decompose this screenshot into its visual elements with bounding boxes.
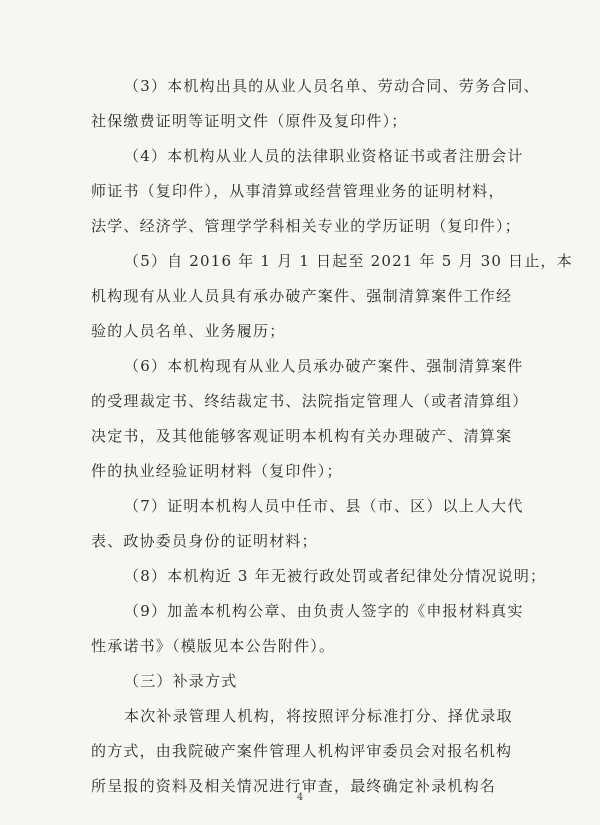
paragraph-9-line-1: （9）加盖本机构公章、由负责人签字的《申报材料真实 [124, 602, 524, 620]
body-paragraph-line-1: 本次补录管理人机构，将按照评分标准打分、择优录取 [124, 707, 513, 725]
paragraph-8-line-1: （8）本机构近 3 年无被行政处罚或者纪律处分情况说明； [124, 567, 547, 585]
section-heading: （三）补录方式 [124, 672, 238, 690]
paragraph-9-line-2: 性承诺书》（模版见本公告附件）。 [91, 637, 336, 655]
paragraph-7-line-2: 表、政协委员身份的证明材料； [91, 532, 318, 550]
paragraph-6-line-3: 决定书，及其他能够客观证明本机构有关办理破产、清算案 [91, 427, 513, 445]
paragraph-5-line-1: （5）自 2016 年 1 月 1 日起至 2021 年 5 月 30 日止，本 [124, 252, 573, 270]
paragraph-4-line-3: 法学、经济学、管理学学科相关专业的学历证明（复印件）； [91, 217, 521, 235]
paragraph-5-line-3: 验的人员名单、业务履历； [91, 322, 286, 340]
paragraph-5-line-2: 机构现有从业人员具有承办破产案件、强制清算案件工作经 [91, 287, 513, 305]
paragraph-6-line-2: 的受理裁定书、终结裁定书、法院指定管理人（或者清算组） [91, 392, 529, 410]
body-paragraph-line-3: 所呈报的资料及相关情况进行审查，最终确定补录机构名 [91, 777, 497, 795]
body-paragraph-line-2: 的方式，由我院破产案件管理人机构评审委员会对报名机构 [91, 742, 513, 760]
paragraph-4-line-1: （4）本机构从业人员的法律职业资格证书或者注册会计 [124, 147, 524, 165]
paragraph-3-line-2: 社保缴费证明等证明文件（原件及复印件）； [91, 112, 408, 130]
paragraph-6-line-4: 件的执业经验证明材料（复印件）； [91, 462, 343, 480]
paragraph-3-line-1: （3）本机构出具的从业人员名单、劳动合同、劳务合同、 [124, 77, 540, 95]
paragraph-4-line-2: 师证书（复印件），从事清算或经营管理业务的证明材料， [91, 182, 505, 200]
page-number: 4 [296, 792, 304, 803]
paragraph-7-line-1: （7）证明本机构人员中任市、县（市、区）以上人大代 [124, 497, 524, 515]
paragraph-6-line-1: （6）本机构现有从业人员承办破产案件、强制清算案件 [124, 357, 524, 375]
